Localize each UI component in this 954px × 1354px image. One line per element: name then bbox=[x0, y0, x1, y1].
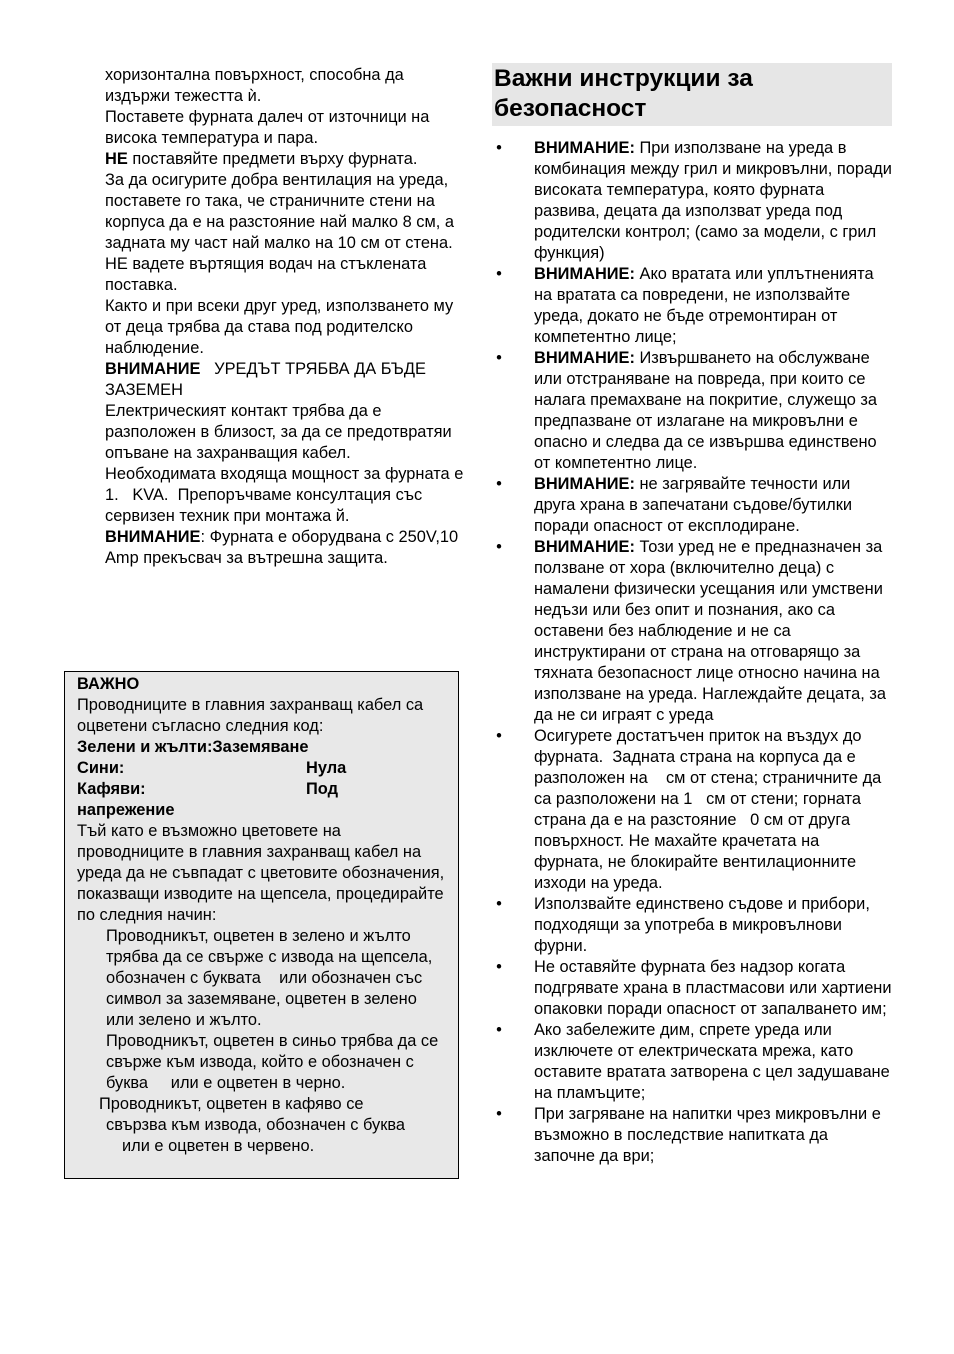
color-code-key: Сини: bbox=[77, 759, 125, 777]
rule-blue: Проводникът, оцветен в синьо трябва да се свърже към извода, който е обозначен с буква или е оцветен в черно. bbox=[106, 1032, 443, 1092]
item-text: Осигурете достатъчен приток на въздух до фурната. Задната страна на корпуса да е разположен на см от стена; страничните да са разположени на 1 см от стени; горната страна да е на разстояние 0 см от друга повърхност. Не махайте крачетата на фурната, не блокирайте вентилационните изходи на уреда. bbox=[534, 727, 886, 892]
color-code-row bbox=[77, 737, 448, 758]
list-item bbox=[492, 138, 892, 264]
paragraph-surface: хоризонтална повърхност, способна да издържи тежестта ѝ. bbox=[105, 66, 404, 105]
item-label: ВНИМАНИЕ: bbox=[534, 139, 635, 157]
bullet-icon: • bbox=[496, 538, 502, 556]
paragraph-breaker-warning bbox=[105, 527, 470, 569]
bullet-icon: • bbox=[496, 727, 502, 745]
warning-text: УРЕДЪТ ТРЯБВА ДА БЪДЕ ЗАЗЕМЕН bbox=[105, 360, 431, 399]
item-text: Използвайте единствено съдове и прибори, подходящи за употреба в микровълнови фурни. bbox=[534, 895, 870, 955]
item-text: Ако вратата или уплътненията на вратата са повредени, не използвайте уреда, докато не бъде отремонтиран от компетентно лице; bbox=[534, 265, 874, 346]
rule-green-yellow: Проводникът, оцветен в зелено и жълто трябва да се свърже с извода на щепсела, обозначен с буквата или обозначен със символ за заземяване, оцветен в зелено или зелено и жълто. bbox=[106, 927, 437, 1029]
important-box bbox=[64, 671, 459, 1179]
bullet-icon: • bbox=[496, 958, 502, 976]
left-column bbox=[105, 65, 470, 569]
list-item bbox=[492, 264, 892, 348]
important-heading: ВАЖНО bbox=[77, 675, 140, 693]
bullet-icon: • bbox=[496, 1021, 502, 1039]
item-label: ВНИМАНИЕ: bbox=[534, 475, 635, 493]
paragraph-ventilation: За да осигурите добра вентилация на уреда, поставете го така, че страничните стени на корпуса да е на разстояние най малко 8 см, а задната му част най малко на 10 см от стена. bbox=[105, 171, 454, 252]
paragraph-children: Както и при всеки друг уред, използването му от деца трябва да става под родителско наблюдение. bbox=[105, 297, 454, 357]
warning-text: : Фурната е оборудвана с 250V,10 Amp прекъсвач за вътрешна защита. bbox=[105, 528, 459, 567]
warning-label: ВНИМАНИЕ bbox=[105, 528, 201, 546]
item-text: Извършването на обслужване или отстраняване на повреда, при които се налага премахване на покритие, служещо за предпазване от излагане на микровълни е опасно и следва да се извършва единствено от компетентно лице. bbox=[534, 349, 878, 472]
rule-brown-line2: свързва към извода, обозначен с буква bbox=[106, 1116, 406, 1134]
not-bold: НЕ bbox=[105, 150, 128, 168]
rule-brown-line3: или е оцветен в червено. bbox=[122, 1137, 315, 1155]
item-text: Този уред не е предназначен за ползване от хора (включително деца) с намалени физически усещания или умствени недъзи или без опит и познания, ако са оставени без наблюдение и не са инструктирани от страна на отговарящо за тяхната безопасност лице относно начина на използване на уреда. Наглеждайте децата, за да не си играят с уреда bbox=[534, 538, 886, 724]
color-code-row bbox=[77, 779, 448, 800]
list-item bbox=[492, 957, 892, 1020]
color-code-key: Зелени и жълти: bbox=[77, 738, 213, 756]
item-label: ВНИМАНИЕ: bbox=[534, 349, 635, 367]
not-text: поставяйте предмети върху фурната. bbox=[127, 150, 418, 168]
bullet-icon: • bbox=[496, 265, 502, 283]
color-code-value: Нула bbox=[306, 759, 347, 777]
paragraph-grounding-warning bbox=[105, 359, 470, 401]
right-column bbox=[492, 63, 892, 1167]
color-code-value: Заземяване bbox=[212, 738, 309, 756]
important-explanation: Тъй като е възможно цветовете на проводниците в главния захранващ кабел на уреда да не съвпадат с цветовите обозначения, показващи изводите на щепсела, процедирайте по следния начин: bbox=[77, 822, 445, 924]
warning-label: ВНИМАНИЕ bbox=[105, 360, 201, 378]
color-code-value: Под bbox=[306, 780, 338, 798]
list-item bbox=[492, 1104, 892, 1167]
bullet-icon: • bbox=[496, 349, 502, 367]
list-item bbox=[492, 1020, 892, 1104]
important-intro: Проводниците в главния захранващ кабел са оцветени съгласно следния код: bbox=[77, 696, 424, 735]
item-text: При загряване на напитки чрез микровълни е възможно в последствие напитката да започне да ври; bbox=[534, 1105, 881, 1165]
item-text: Ако забележите дим, спрете уреда или изключете от електрическата мрежа, като оставите вратата затворена с цел задушаване на пламъците; bbox=[534, 1021, 890, 1102]
item-label: ВНИМАНИЕ: bbox=[534, 538, 635, 556]
item-text: При използване на уреда в комбинация между грил и микровълни, поради високата температура, която фурната развива, децата да използват уреда под родителски контрол; (само за модели, с грил функция) bbox=[534, 139, 892, 262]
section-title: Важни инструкции за безопасност bbox=[494, 65, 753, 122]
item-label: ВНИМАНИЕ: bbox=[534, 265, 635, 283]
list-item bbox=[492, 474, 892, 537]
paragraph-power: Необходимата входяща мощност за фурната е 1. KVA. Препоръчваме консултация със сервизен техник при монтажа й. bbox=[105, 465, 468, 525]
rule-brown-line1: Проводникът, оцветен в кафяво се bbox=[99, 1095, 364, 1113]
paragraph-rotating-guide: НЕ вадете въртящия водач на стъклената поставка. bbox=[105, 255, 427, 294]
item-text: Не оставяйте фурната без надзор когата подгрявате храна в пластмасови или хартиени опаковки поради опасност от запалването им; bbox=[534, 958, 892, 1018]
color-code-key: Кафяви: bbox=[77, 780, 146, 798]
paragraph-socket: Електрическият контакт трябва да е разположен в близост, за да се предотвратяи опъване на захранващия кабел. bbox=[105, 402, 452, 462]
list-item bbox=[492, 537, 892, 726]
item-text: не загрявайте течности или друга храна в запечатани съдове/бутилки поради опасност от експлодиране. bbox=[534, 475, 853, 535]
bullet-icon: • bbox=[496, 895, 502, 913]
bullet-icon: • bbox=[496, 139, 502, 157]
bullet-icon: • bbox=[496, 475, 502, 493]
bullet-icon: • bbox=[496, 1105, 502, 1123]
list-item bbox=[492, 894, 892, 957]
paragraph-heat-sources: Поставете фурната далеч от източници на висока температура и пара. bbox=[105, 108, 430, 147]
safety-list bbox=[492, 138, 892, 1167]
list-item bbox=[492, 348, 892, 474]
color-code-tail: напрежение bbox=[77, 801, 175, 819]
paragraph-no-objects bbox=[105, 149, 470, 170]
section-title-box bbox=[492, 63, 892, 126]
list-item bbox=[492, 726, 892, 894]
color-code-row bbox=[77, 758, 448, 779]
